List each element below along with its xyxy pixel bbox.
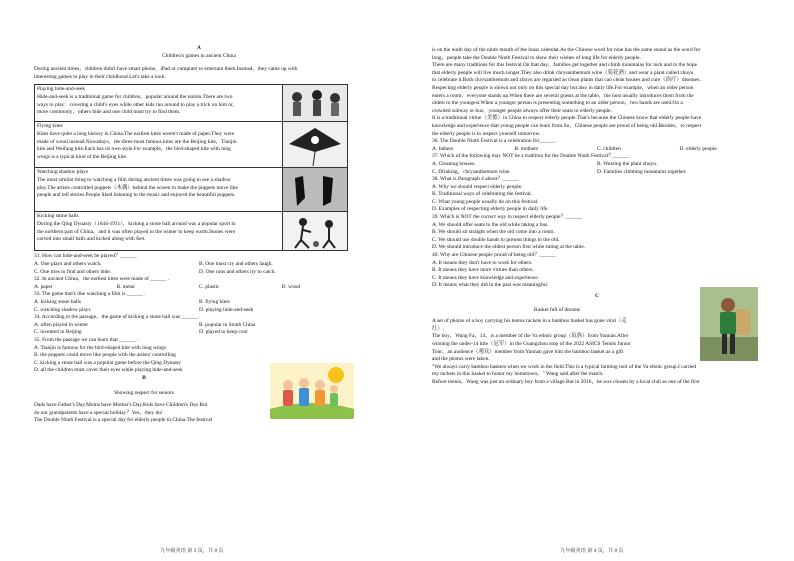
option[interactable]: A. One plays and others watch. [34, 260, 102, 267]
option[interactable]: B. We should sit straight when the old come into a room. [432, 229, 555, 236]
passage-c-line: Before tennis，Wang was just an ordinary boy from a village.But in 2016，he was chosen by a local club as one of the first [432, 378, 700, 385]
question-34 [34, 314, 364, 337]
question-31 [34, 253, 364, 276]
game-row-hide-seek [35, 85, 348, 122]
passage-c-line: and the photos were taken. [432, 356, 490, 363]
game-text: Kites have quite a long history in China.The earliest kites weren't made of paper.They were [37, 130, 235, 137]
option[interactable]: B. Wearing the plant zhuyu. [597, 160, 658, 167]
option[interactable]: D. Examples of respecting elderly people in daily life. [432, 206, 549, 213]
question-38 [432, 176, 762, 214]
passage-b-line: Dads have Father's Day.Moms have Mother's Day.Kids have Children's Day.But [34, 402, 208, 409]
intro-line: During ancient times，children didn't have smart phone，iPad or computer to entertain them.Instead，they came up with [34, 66, 298, 73]
passage-b-line: enters a room，everyone stands up.When there are several guests at the table，the host usually introduces them from the [432, 92, 694, 99]
option[interactable]: A. Why we should respect elderly people. [432, 183, 523, 190]
passage-b-line: is on the ninth day of the ninth month of the lunar calendar.As the Chinese word for nine has the same sound as the word for [432, 47, 701, 53]
question-stem: 33. The game that's like watching a film is ______ . [34, 291, 146, 298]
question-37 [432, 153, 762, 176]
option[interactable]: C. One tries to find and others hide. [34, 268, 112, 275]
option[interactable]: D. One runs and others try to catch. [199, 268, 276, 275]
option[interactable]: D. elderly people [679, 145, 717, 152]
question-32 [34, 276, 364, 291]
intro-line: interesting games to play in their childhood.Let's take a look. [34, 73, 166, 80]
question-stem: 31. How can hide-and-seek be played？______ [34, 253, 137, 260]
game-text: kite and Weifang kite.Each has its own style.For example，the bird-shaped kite with long [37, 146, 231, 153]
game-text: carved into small balls and kicked along with feet. [37, 236, 146, 243]
option[interactable]: C. kicking a stone ball was a popular game before the Qing Dynasty [34, 359, 182, 366]
passage-b-line: Respecting elderly people is shown not only on this special day but also in daily life.For example，when an older person [432, 84, 694, 91]
passage-b-line: do our grandparents have a special holiday？Yes，they do! [34, 409, 163, 416]
passage-c-line: 红）. [432, 325, 445, 332]
game-text: Hide-and-seek is a traditional game for children，popular around the nation.There are two [37, 93, 233, 100]
passage-b-line: oldest to the youngest.When a younger person is presenting something to an older person，two hands are used.On a [432, 100, 683, 107]
option[interactable]: B. flying kites [199, 298, 230, 305]
passage-c-line: winning the under-14 title（冠军）in the Guangzhou stop of the 2022 ASICS Tennis Junior [432, 340, 631, 347]
passage-b-line: The Double Ninth Festival is a special day for elderly people in China.The festival [34, 417, 213, 424]
hide-seek-illustration [283, 85, 347, 121]
question-stem: 32. In ancient China，the earliest kites were made of ______ . [34, 276, 170, 283]
option[interactable]: D. Families climbing mountains together. [597, 168, 687, 175]
option[interactable]: A. We should offer seats to the old while taking a bus. [432, 221, 549, 228]
seniors-illustration [270, 363, 354, 419]
section-a-heading: A [197, 45, 201, 51]
option[interactable]: A. fathers [432, 145, 454, 152]
option[interactable]: C. children [597, 145, 621, 152]
game-text: the northern part of China，and it was often played in the winter to keep warm.Stones were [37, 228, 236, 235]
passage-c-line: A set of photos of a boy carrying his tennis rackets in a bamboo basket has gone viral（走 [432, 318, 627, 325]
game-text: wings is a typical kind of the Beijing kite. [37, 153, 128, 160]
option[interactable]: B. Traditional ways of celebrating the festival. [432, 191, 533, 198]
passage-c-title: Basket full of dreams [533, 306, 581, 313]
passage-b-line: It is a traditional virtue（美德）in China to respect elderly people.That's because the Chinese know that elderly people have [432, 115, 702, 122]
game-text: The most similar thing to watching a film during ancient times was going to see a shadow [37, 176, 231, 183]
section-b-heading: B [142, 374, 146, 381]
option[interactable]: D. playing hide-and-seek [199, 306, 254, 313]
passage-b-line: the elderly people is to respect yourself tomorrow. [432, 130, 541, 137]
game-heading: Kicking stone balls [37, 213, 79, 220]
passage-b-line: crowded subway or bus，younger people always offer their seats to elderly people. [432, 107, 612, 114]
option[interactable]: B. It means they have more virtues than others. [432, 267, 534, 274]
passage-a-title: Children's games in ancient China [162, 52, 236, 59]
option[interactable]: C. What young people usually do on this festival. [432, 198, 539, 205]
game-heading: Flying kites [37, 123, 63, 130]
question-stem: 39. Which is NOT the correct way to respect elderly people？______ [432, 214, 582, 221]
question-stem: 37. Which of the following may NOT be a tradition for the Double Ninth Festival？______ [432, 153, 630, 160]
option[interactable]: A. Cleaning houses. [432, 160, 476, 167]
game-text: people and tell stories.People liked listening to the music and enjoyed the beautiful puppets. [37, 192, 236, 199]
option[interactable]: A. It means they don't have to work for others. [432, 259, 533, 266]
passage-b-line: to celebrate it.Both chrysanthemum and zhuyu are regarded as clean plants that can clean houses and cure（治疗）diseases. [432, 77, 701, 84]
game-row-kites [35, 122, 348, 168]
option[interactable]: C. plastic [199, 283, 220, 290]
option[interactable]: A. Tianjin is famous for the bird-shaped kite with long wings [34, 344, 166, 351]
option[interactable]: D. played to keep cool [199, 329, 248, 336]
passage-b-line: long，people take the Double Ninth Festival to show their wishes of long life for elderly people. [432, 54, 641, 61]
option[interactable]: A. kicking stone balls [34, 298, 82, 305]
game-heading: Watching shadow plays [37, 169, 89, 176]
option[interactable]: B. metal [116, 283, 135, 290]
game-row-shadow-plays [35, 168, 348, 212]
question-40 [432, 252, 762, 290]
game-text: more commonly，others hide and one child must try to find them. [37, 109, 181, 116]
question-33 [34, 291, 364, 314]
page-footer-left: 九年级英语 第 3 页，共 8 页 [160, 548, 224, 554]
boy-with-basket-photo [700, 287, 758, 361]
game-text: made of wood instead.Nowadays，the three most famous kites are the Beijing kite，Tianjin [37, 138, 237, 145]
question-stem: 34. According to the passage，the game of kicking a stone ball was ______ . [34, 314, 201, 321]
game-text: ways to play：covering a child's eyes while other kids run around to play a trick on him or, [37, 101, 234, 108]
shadow-play-illustration [283, 168, 347, 211]
left-page [34, 0, 364, 425]
option[interactable]: A. paper [34, 283, 53, 290]
option[interactable]: C. It means they have knowledge and experience. [432, 274, 540, 281]
passage-b-line: that elderly people will live much longer.They also drink chrysanthemum wine（菊花酒）and wear a plant called zhuyu [432, 69, 694, 76]
option[interactable]: C. We should use double hands to present things to the old. [432, 236, 560, 243]
option[interactable]: D. all the children must cover their eyes while playing hide-and-seek [34, 367, 183, 374]
question-stem: 36. The Double Ninth Festival is a celebration for______. [432, 138, 557, 145]
option[interactable]: C. watching shadow plays [34, 306, 91, 313]
option[interactable]: D. We should introduce the oldest person first while eating at the table. [432, 244, 586, 251]
section-c-heading: C [595, 293, 599, 299]
option[interactable]: B. One must cry and others laugh. [199, 260, 273, 267]
option[interactable]: B. popular in South China [199, 321, 256, 328]
kite-illustration [283, 122, 347, 167]
passage-c-line: The boy，Wang Fa，14，is a member of the Va ethnic group（佤族）from Yunnan.After [432, 333, 629, 340]
question-stem: 38. What is Paragraph 4 about？______ [432, 176, 519, 183]
option[interactable]: A. often played in winter [34, 321, 89, 328]
question-39 [432, 214, 762, 252]
game-text: play.The artists controlled puppets（木偶）behind the screen to make the puppets move like [37, 184, 238, 191]
option[interactable]: C. invented in Beijing [34, 329, 82, 336]
passage-b-line: There are many traditions for this festival.On that day，families get together and climb mountains for luck and in the hope [432, 62, 697, 69]
game-heading: Playing hide-and-seek [37, 86, 86, 93]
game-text: During the Qing Dynasty（1644-1911），kicking a stone ball around was a popular sport in [37, 220, 236, 227]
passage-b-title: Showing respect for seniors [113, 390, 175, 397]
option[interactable]: B. mothers [514, 145, 539, 152]
question-stem: 35. From the passage we can learn that ______ . [34, 336, 139, 343]
passage-c-line: Tour，an audience（观众）member from Yunnan gave him the bamboo basket as a gift [432, 348, 624, 355]
stone-ball-illustration [283, 212, 347, 250]
option[interactable]: D. It means what they did in the past was meaningful. [432, 282, 549, 289]
right-page [432, 0, 762, 387]
passage-c-line: my rackets in this basket to honor my hometown，" Wang said after the match. [432, 371, 604, 378]
option[interactable]: B. the puppets could move like people with the artists' controlling [34, 352, 176, 359]
question-36 [432, 138, 762, 153]
game-row-stone-balls [35, 212, 348, 251]
passage-b-line: knowledge and experience that young people can learn from.So，Chinese people are proud of being old.Besides，to respect [432, 122, 702, 129]
question-stem: 40. Why are Chinese people proud of being old？______ [432, 252, 556, 259]
option[interactable]: D. wood [281, 283, 301, 290]
passage-c-line: "We always carry bamboo baskets when we work in the field.This is a typical farming tool of the Va ethnic group.I carried [432, 363, 697, 370]
page-footer-right: 九年级英语 第 4 页，共 8 页 [560, 548, 624, 554]
option[interactable]: C. Drinking，chrysanthemum wine. [432, 168, 511, 175]
games-table [34, 84, 348, 251]
